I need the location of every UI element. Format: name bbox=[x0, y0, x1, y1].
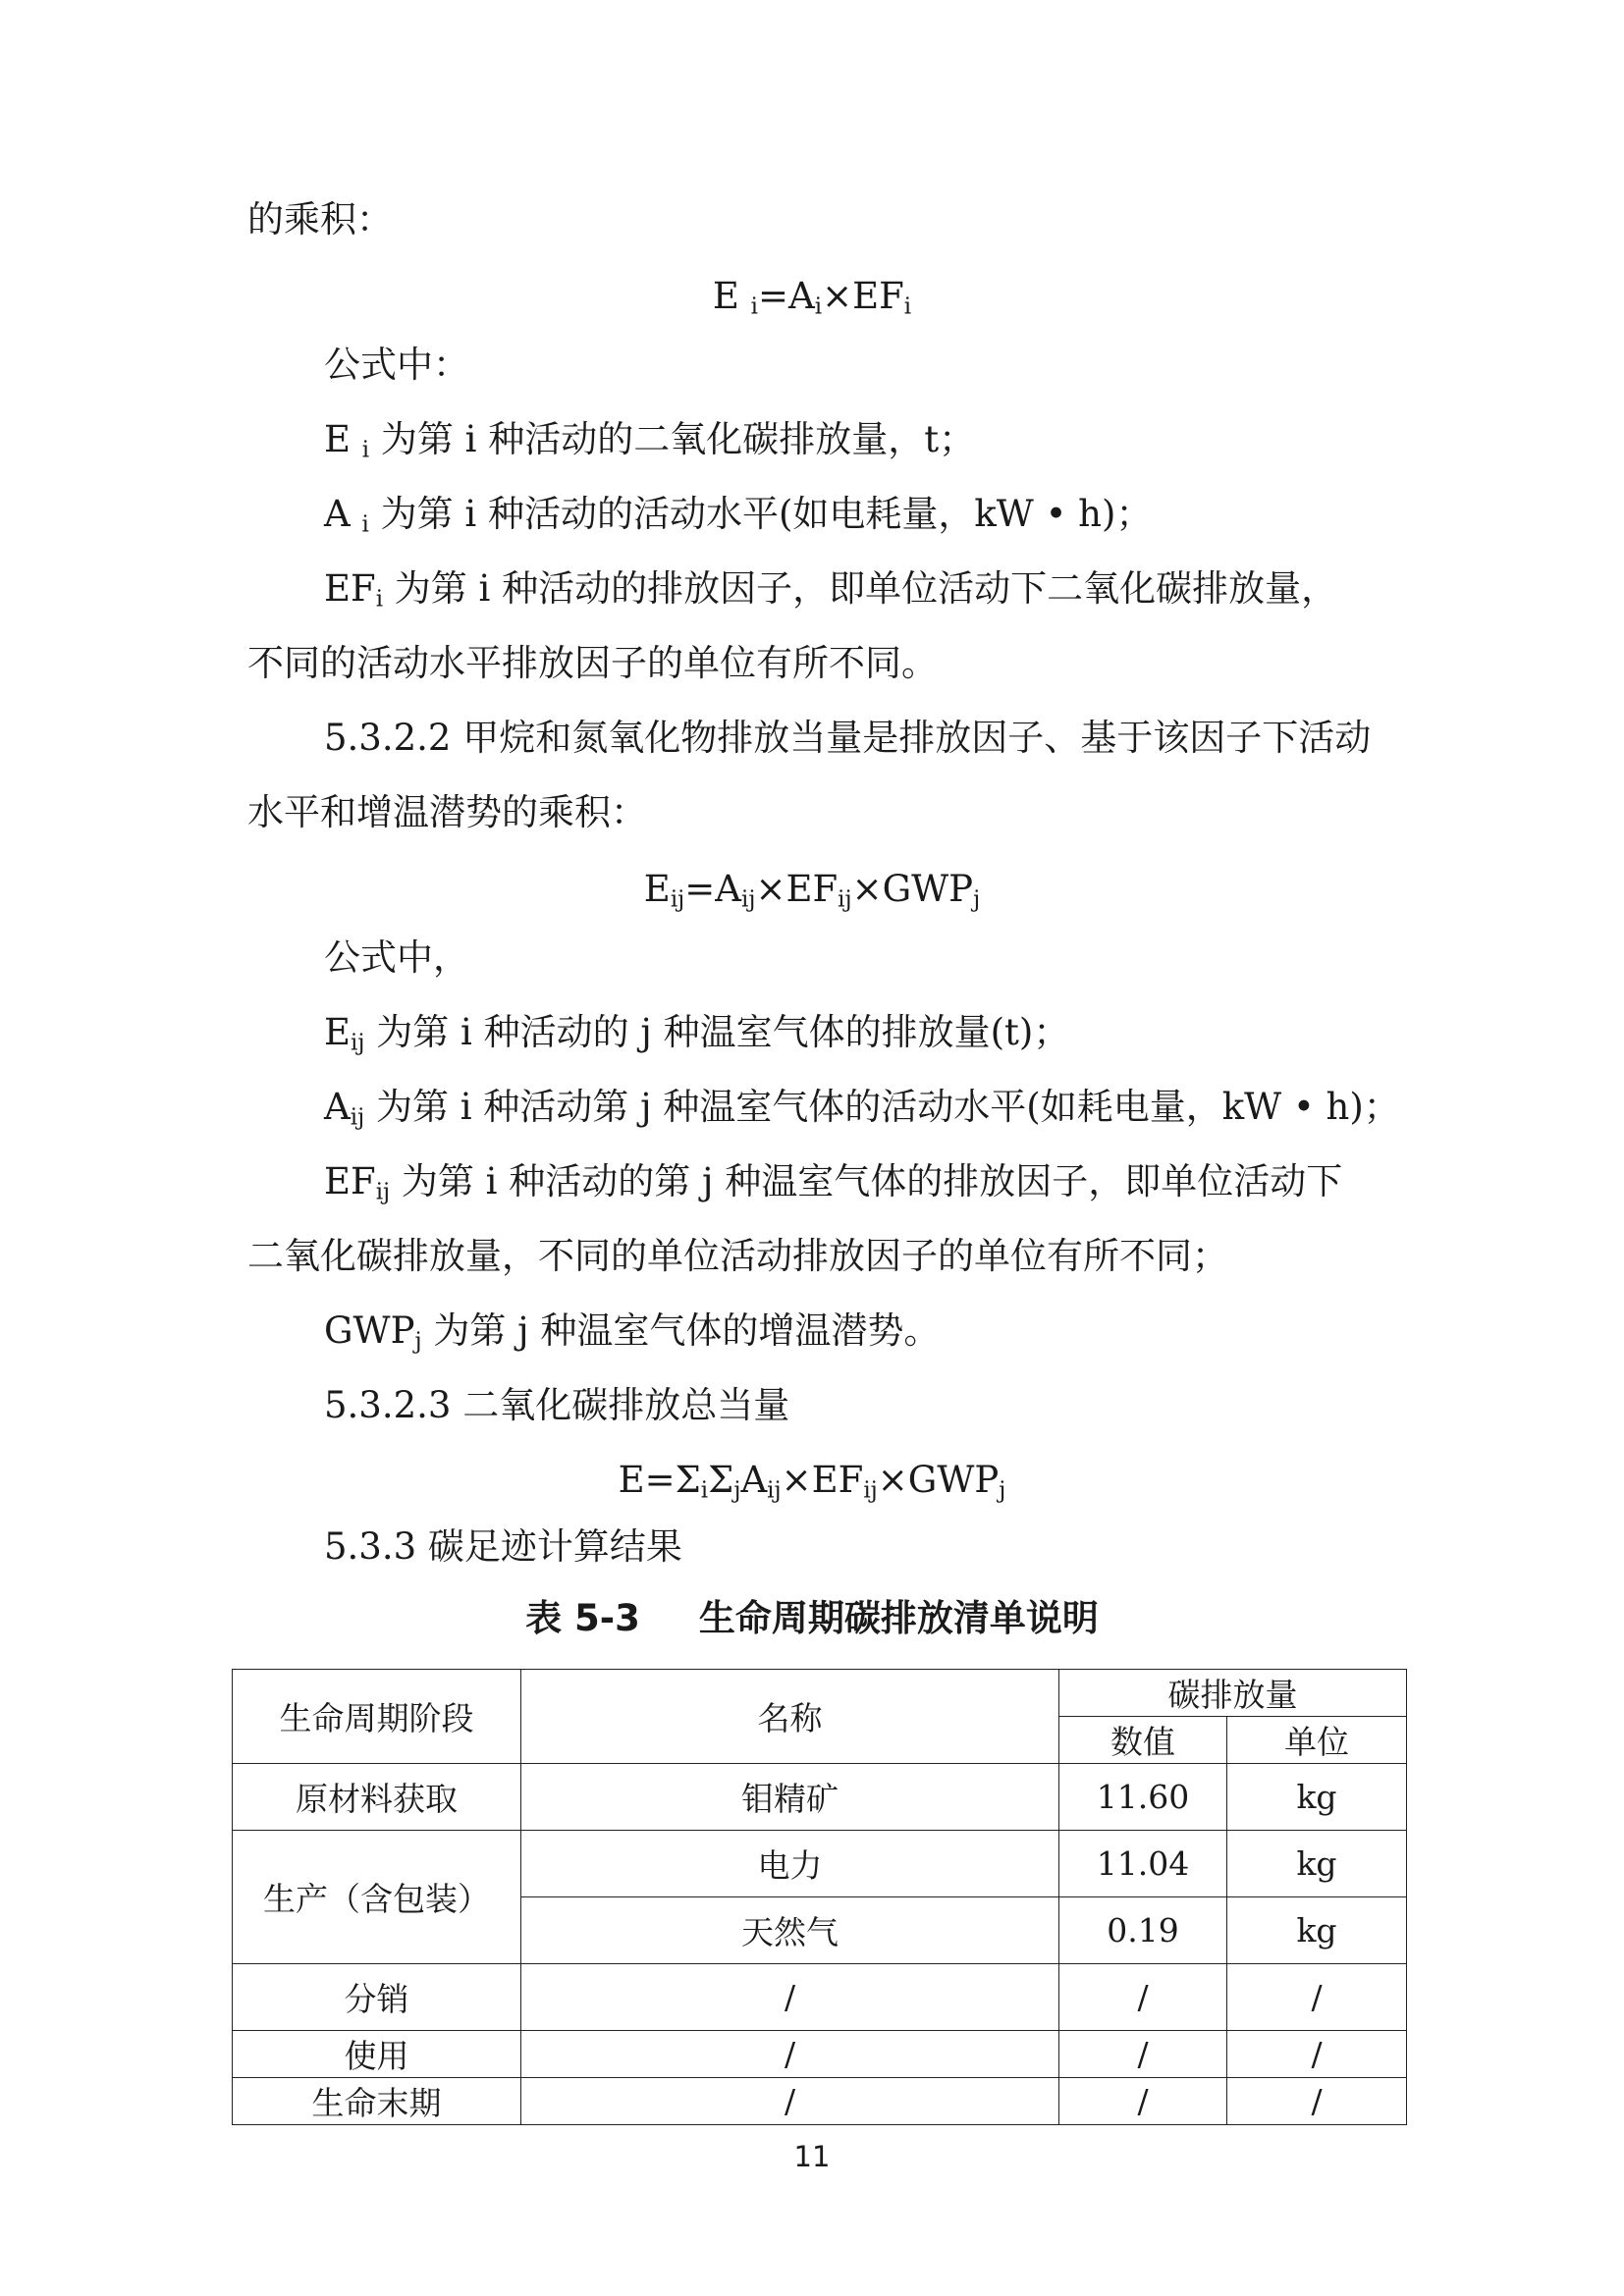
header-value: 数值 bbox=[1059, 1717, 1227, 1764]
paragraph: 公式中， bbox=[324, 936, 469, 979]
table-row: 生产（含包装） 电力 11.04 kg bbox=[233, 1831, 1407, 1897]
definition: A $_i$ 为第 i 种活动的活动水平(如电耗量，kW • h)； bbox=[324, 493, 1153, 538]
paragraph: 的乘积： bbox=[247, 198, 393, 240]
header-stage: 生命周期阶段 bbox=[233, 1670, 521, 1764]
section-text: 5.3.2.2 甲烷和氮氧化物排放当量是排放因子、基于该因子下活动 bbox=[324, 717, 1372, 759]
paragraph: 水平和增温潜势的乘积： bbox=[247, 791, 647, 833]
formula-eij: $E_{ij}=A_{ij}\times EF_{ij}\times GWP_j$ bbox=[643, 868, 981, 913]
table-row: 使用 / / / bbox=[233, 2031, 1407, 2078]
definition: $A_{ij}$ 为第 i 种活动第 j 种温室气体的活动水平(如耗电量，kW • h)； bbox=[324, 1086, 1400, 1131]
paragraph: 公式中： bbox=[324, 344, 469, 386]
definition: $E_{ij}$ 为第 i 种活动的 j 种温室气体的排放量(t)； bbox=[324, 1011, 1070, 1056]
section-heading: 5.3.2.3 二氧化碳排放总当量 bbox=[324, 1384, 790, 1426]
table-row: 原材料获取 钼精矿 11.60 kg bbox=[233, 1764, 1407, 1831]
header-emission: 碳排放量 bbox=[1059, 1670, 1407, 1717]
definition: $EF_i$ 为第 i 种活动的排放因子，即单位活动下二氧化碳排放量， bbox=[324, 567, 1338, 613]
paragraph: 二氧化碳排放量，不同的单位活动排放因子的单位有所不同； bbox=[247, 1235, 1228, 1277]
emission-inventory-table bbox=[232, 1669, 1407, 2125]
page-number: 11 bbox=[793, 2140, 831, 2173]
paragraph: 不同的活动水平排放因子的单位有所不同。 bbox=[247, 642, 938, 684]
formula-ei: E $_i=A_i\times EF_i$ bbox=[712, 275, 912, 320]
table-row: 天然气 0.19 kg bbox=[233, 1897, 1407, 1964]
definition: $EF_{ij}$ 为第 i 种活动的第 j 种温室气体的排放因子，即单位活动下 bbox=[324, 1160, 1343, 1205]
header-name: 名称 bbox=[521, 1670, 1059, 1764]
formula-total: $E=\Sigma_i\Sigma_jA_{ij}\times EF_{ij}\times GWP_j$ bbox=[618, 1459, 1006, 1504]
table-caption: 表 5-3 生命周期碳排放清单说明 bbox=[525, 1597, 1099, 1639]
table-row: 生命末期 / / / bbox=[233, 2078, 1407, 2125]
table-row: 分销 / / / bbox=[233, 1964, 1407, 2031]
section-heading: 5.3.3 碳足迹计算结果 bbox=[324, 1525, 682, 1568]
header-unit: 单位 bbox=[1227, 1717, 1407, 1764]
definition: E $_i$ 为第 i 种活动的二氧化碳排放量，t； bbox=[324, 418, 976, 463]
definition: $GWP_j$ 为第 j 种温室气体的增温潜势。 bbox=[324, 1309, 941, 1355]
